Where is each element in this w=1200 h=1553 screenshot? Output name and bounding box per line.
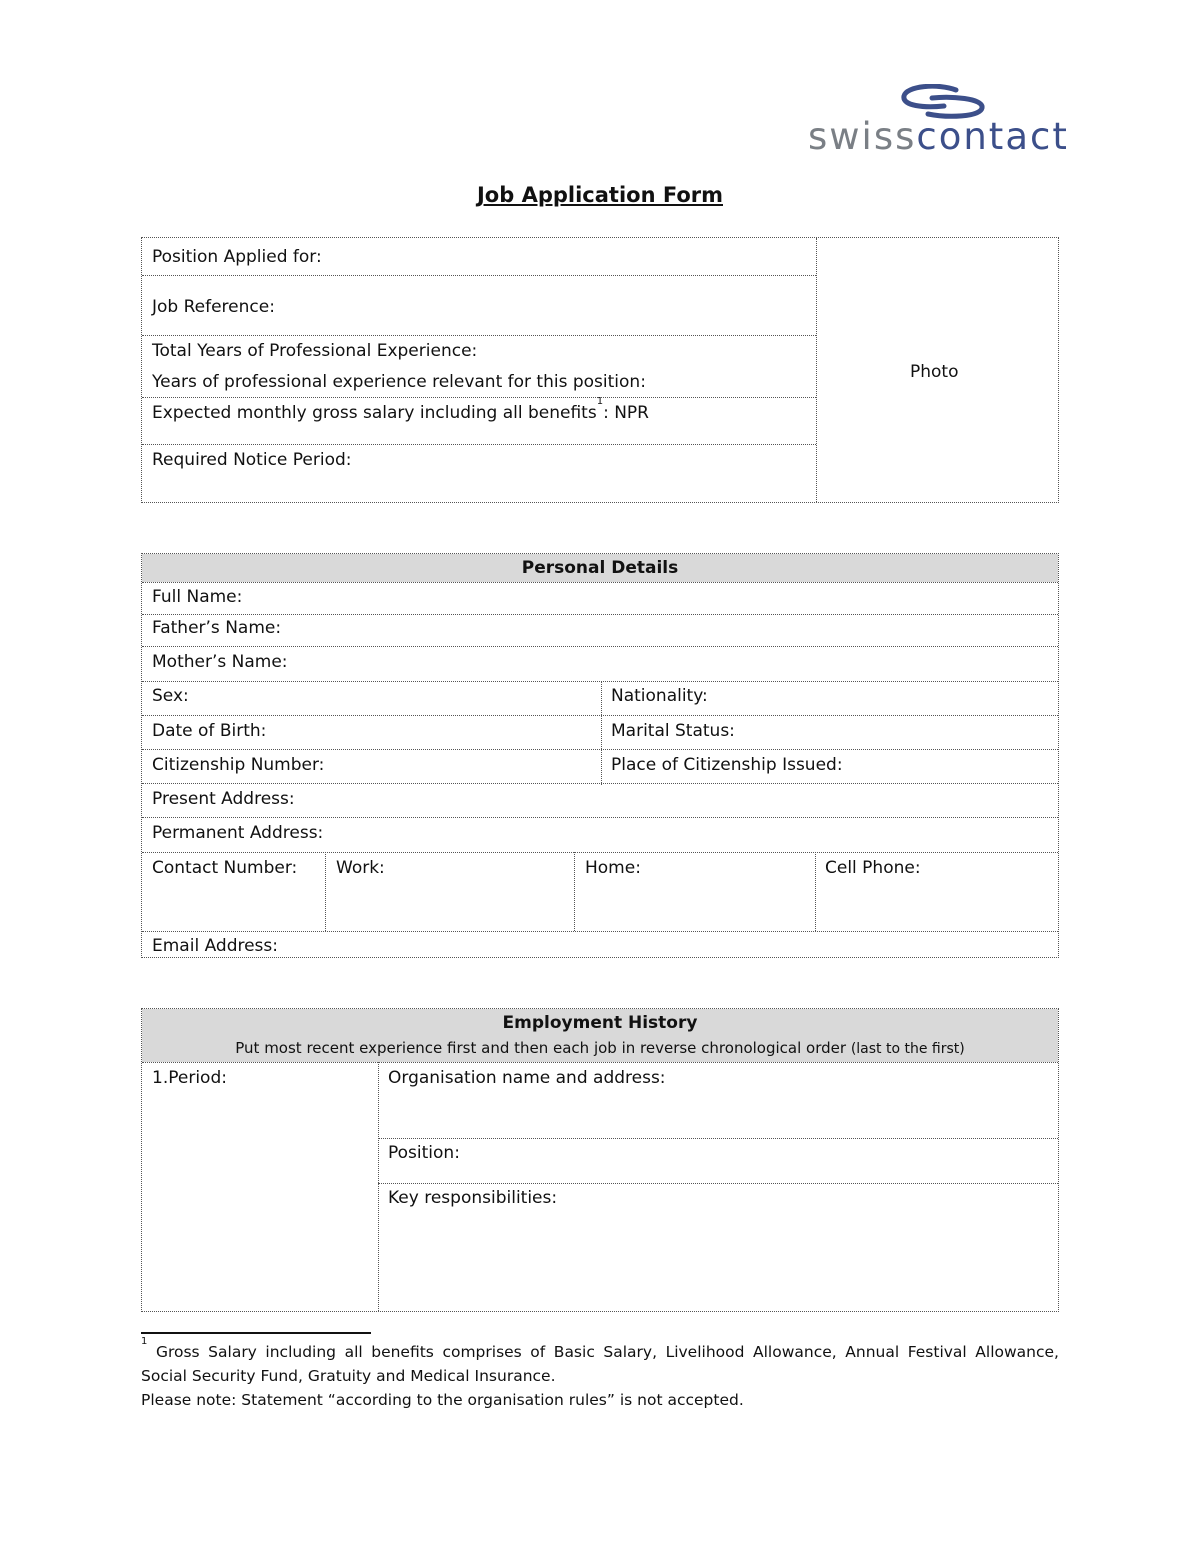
subheading-note: (last to the first): [850, 1041, 965, 1057]
divider: [142, 817, 1058, 818]
fathers-name-field[interactable]: Father’s Name:: [152, 618, 282, 638]
job-reference-field[interactable]: Job Reference:: [152, 297, 275, 317]
swisscontact-logo: [800, 82, 1080, 162]
work-phone-field[interactable]: Work:: [336, 858, 385, 878]
footnote-text: [141, 1335, 1059, 1388]
footnote-separator: [141, 1332, 371, 1334]
citizenship-number-field[interactable]: Citizenship Number:: [152, 755, 325, 775]
subheading-text: Put most recent experience first and then each job in reverse chronological order: [235, 1039, 847, 1057]
divider: [378, 1183, 1058, 1184]
divider: [142, 397, 816, 398]
page-title: Job Application Form: [476, 183, 723, 207]
position-applied-field[interactable]: Position Applied for:: [152, 247, 322, 267]
section-subheading: [142, 1039, 1058, 1057]
footnote-mark: 1: [141, 1335, 148, 1347]
divider: [142, 275, 816, 276]
full-name-field[interactable]: Full Name:: [152, 587, 243, 607]
period-field[interactable]: 1.Period:: [152, 1068, 227, 1088]
footnote-mark: 1: [596, 396, 604, 408]
email-address-field[interactable]: Email Address:: [152, 936, 278, 956]
divider: [142, 582, 1058, 583]
column-divider: [601, 681, 602, 785]
photo-box[interactable]: Photo: [910, 362, 959, 382]
divider: [142, 444, 816, 445]
position-section: [141, 237, 1059, 503]
divider: [142, 1062, 1058, 1063]
present-address-field[interactable]: Present Address:: [152, 789, 295, 809]
section-heading: Employment History: [502, 1013, 698, 1033]
nationality-field[interactable]: Nationality:: [611, 686, 708, 706]
marital-status-field[interactable]: Marital Status:: [611, 721, 735, 741]
divider: [142, 681, 1058, 682]
section-heading: Personal Details: [521, 558, 679, 578]
salary-currency: : NPR: [603, 403, 649, 423]
expected-salary-label: Expected monthly gross salary including all benefits: [152, 403, 597, 423]
column-divider: [378, 1062, 379, 1311]
divider: [142, 614, 1058, 615]
citizenship-place-field[interactable]: Place of Citizenship Issued:: [611, 755, 843, 775]
column-divider: [574, 852, 575, 931]
employment-history-section: [141, 1008, 1059, 1312]
expected-salary-field[interactable]: [152, 396, 649, 423]
permanent-address-field[interactable]: Permanent Address:: [152, 823, 324, 843]
sex-field[interactable]: Sex:: [152, 686, 189, 706]
divider: [378, 1138, 1058, 1139]
mothers-name-field[interactable]: Mother’s Name:: [152, 652, 288, 672]
divider: [142, 852, 1058, 853]
contact-number-label: Contact Number:: [152, 858, 298, 878]
column-divider: [325, 852, 326, 931]
divider: [142, 783, 1058, 784]
home-phone-field[interactable]: Home:: [585, 858, 641, 878]
personal-details-section: [141, 553, 1059, 958]
logo-text-contact: contact: [916, 115, 1069, 158]
photo-divider: [816, 238, 817, 502]
position-field[interactable]: Position:: [388, 1143, 460, 1163]
relevant-experience-field[interactable]: Years of professional experience relevant for this position:: [152, 372, 646, 392]
divider: [142, 335, 816, 336]
logo-wordmark: [808, 115, 1069, 158]
notice-period-field[interactable]: Required Notice Period:: [152, 450, 352, 470]
footnote-body: Gross Salary including all benefits comprises of Basic Salary, Livelihood Allowance, Annual Festival Allowance, Social Security Fund, Gratuity and Medical Insurance.: [141, 1343, 1059, 1385]
divider: [142, 749, 1058, 750]
column-divider: [815, 852, 816, 931]
organisation-field[interactable]: Organisation name and address:: [388, 1068, 666, 1088]
total-experience-field[interactable]: Total Years of Professional Experience:: [152, 341, 478, 361]
cell-phone-field[interactable]: Cell Phone:: [825, 858, 921, 878]
date-of-birth-field[interactable]: Date of Birth:: [152, 721, 267, 741]
footnote-note: Please note: Statement “according to the organisation rules” is not accepted.: [141, 1391, 744, 1409]
divider: [142, 931, 1058, 932]
logo-text-swiss: swiss: [808, 115, 917, 158]
divider: [142, 646, 1058, 647]
divider: [142, 715, 1058, 716]
responsibilities-field[interactable]: Key responsibilities:: [388, 1188, 558, 1208]
